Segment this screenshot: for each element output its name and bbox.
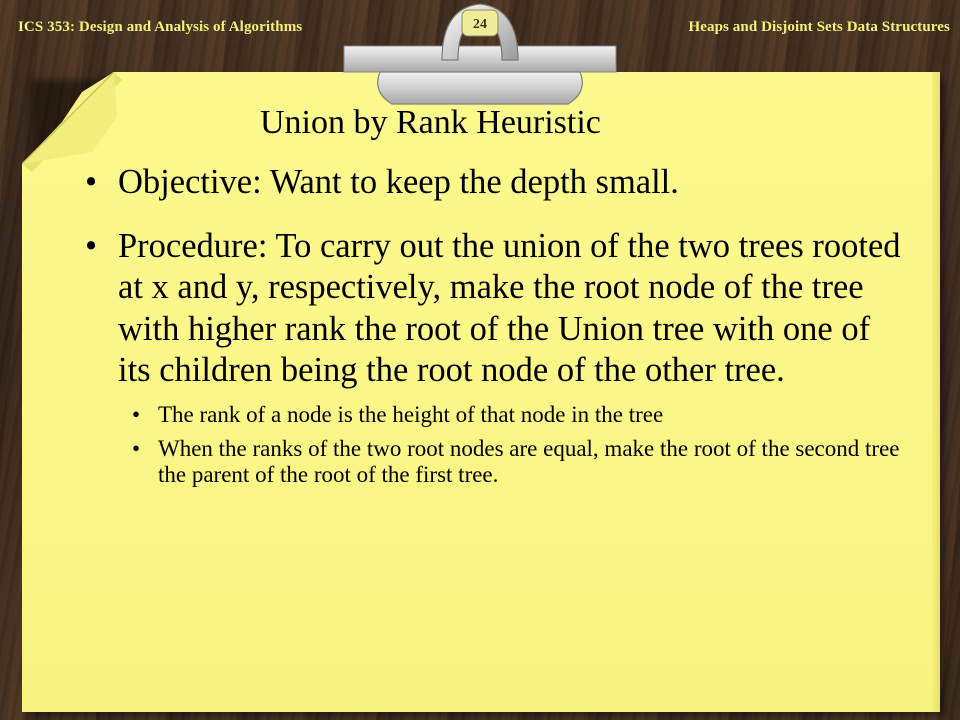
- bullet-text: Procedure: To carry out the union of the two trees rooted at x and y, respectively, make the root node of the tree with higher rank the root of the Union tree with one of its children being the root node of the other tree.: [118, 226, 901, 389]
- sub-bullet-dot: •: [132, 435, 141, 461]
- bullet-text: Objective: Want to keep the depth small.: [118, 163, 679, 201]
- sub-bullet-equal-ranks: [85, 436, 905, 488]
- bullet-dot: •: [85, 226, 98, 265]
- page-number: 24: [472, 17, 488, 32]
- slide-title: Union by Rank Heuristic: [260, 104, 601, 141]
- paper-edge: [932, 72, 940, 712]
- sub-bullet-text: The rank of a node is the height of that node in the tree: [158, 401, 664, 427]
- sub-bullet-rank-definition: [85, 402, 905, 428]
- bullet-objective: [85, 162, 905, 204]
- topic-title: Heaps and Disjoint Sets Data Structures: [688, 19, 950, 35]
- sub-bullet-text: When the ranks of the two root nodes are equal, make the root of the second tree the parent of the root of the first tree.: [158, 435, 900, 487]
- course-title: ICS 353: Design and Analysis of Algorithms: [18, 19, 303, 35]
- bullet-list: [85, 162, 905, 496]
- bullet-procedure: [85, 226, 905, 392]
- bullet-dot: •: [85, 163, 98, 201]
- sub-bullet-dot: •: [132, 401, 141, 427]
